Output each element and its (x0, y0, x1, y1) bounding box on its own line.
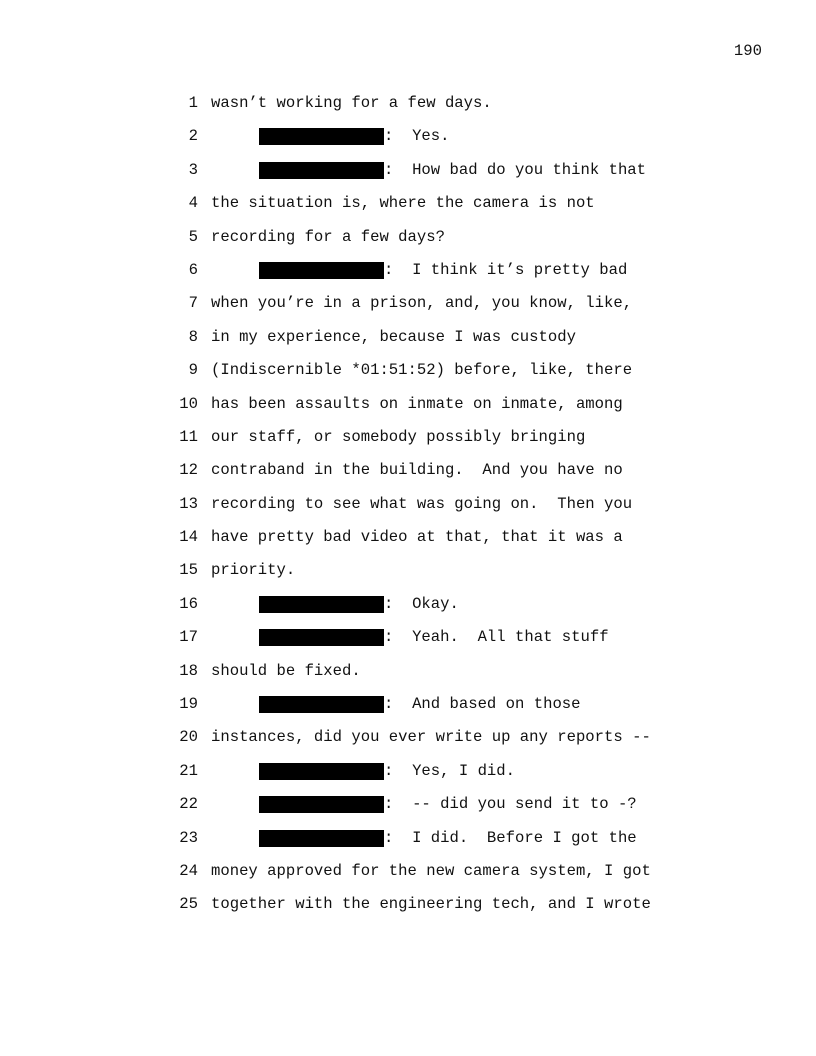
line-number: 19 (179, 695, 198, 714)
line-text: our staff, or somebody possibly bringing (211, 427, 586, 446)
line-text: should be fixed. (211, 661, 361, 680)
transcript-line (0, 693, 816, 726)
line-number: 4 (188, 194, 198, 213)
transcript-line (0, 493, 816, 526)
line-number: 25 (179, 895, 198, 914)
line-text: contraband in the building. And you have no (211, 461, 623, 480)
transcript-line (0, 292, 816, 325)
transcript-line (0, 760, 816, 793)
line-text: (Indiscernible *01:51:52) before, like, there (211, 361, 633, 380)
line-text: : Okay. (384, 594, 459, 613)
redacted-speaker-name (259, 796, 384, 813)
line-number: 15 (179, 561, 198, 580)
line-text: recording for a few days? (211, 227, 445, 246)
redacted-speaker-name (259, 629, 384, 646)
page-number: 190 (733, 42, 762, 60)
transcript-line (0, 359, 816, 392)
line-number: 9 (188, 361, 198, 380)
transcript-line (0, 526, 816, 559)
transcript-line (0, 159, 816, 192)
transcript-line (0, 793, 816, 826)
line-text: : And based on those (384, 695, 581, 714)
line-text: has been assaults on inmate on inmate, among (211, 394, 623, 413)
transcript-line (0, 559, 816, 592)
line-text: recording to see what was going on. Then you (211, 494, 633, 513)
transcript-line (0, 259, 816, 292)
line-text: : -- did you send it to -? (384, 795, 637, 814)
transcript-line (0, 860, 816, 893)
line-number: 22 (179, 795, 198, 814)
transcript-line (0, 660, 816, 693)
redacted-speaker-name (259, 128, 384, 145)
line-text: : Yeah. All that stuff (384, 628, 609, 647)
line-number: 18 (179, 661, 198, 680)
transcript-line (0, 827, 816, 860)
line-text: when you’re in a prison, and, you know, like, (211, 294, 633, 313)
line-text: wasn’t working for a few days. (211, 94, 492, 112)
line-number: 23 (179, 828, 198, 847)
line-text: : Yes. (384, 127, 450, 146)
line-number: 14 (179, 528, 198, 547)
transcript-line (0, 226, 816, 259)
redacted-speaker-name (259, 696, 384, 713)
line-number: 13 (179, 494, 198, 513)
line-number: 3 (188, 160, 198, 179)
line-number: 6 (188, 260, 198, 279)
transcript-line (0, 192, 816, 225)
line-number: 2 (188, 127, 198, 146)
line-number: 20 (179, 728, 198, 747)
line-number: 21 (179, 761, 198, 780)
line-text: : I did. Before I got the (384, 828, 637, 847)
transcript-line (0, 92, 816, 125)
transcript-line (0, 393, 816, 426)
line-text: instances, did you ever write up any reports -- (211, 728, 651, 747)
transcript-line (0, 326, 816, 359)
line-number: 24 (179, 861, 198, 880)
line-text: in my experience, because I was custody (211, 327, 576, 346)
transcript-line (0, 893, 816, 926)
transcript-line (0, 426, 816, 459)
line-number: 11 (179, 427, 198, 446)
line-text: : How bad do you think that (384, 160, 647, 179)
line-number: 1 (188, 94, 198, 112)
line-text: have pretty bad video at that, that it was a (211, 528, 623, 547)
transcript-line (0, 125, 816, 158)
redacted-speaker-name (259, 596, 384, 613)
line-text: the situation is, where the camera is not (211, 194, 595, 213)
line-text: : I think it’s pretty bad (384, 260, 628, 279)
transcript-line (0, 459, 816, 492)
transcript-line (0, 593, 816, 626)
line-number: 7 (188, 294, 198, 313)
redacted-speaker-name (259, 763, 384, 780)
line-text: together with the engineering tech, and I wrote (211, 895, 651, 914)
transcript-body (0, 92, 816, 927)
line-text: priority. (211, 561, 296, 580)
line-number: 5 (188, 227, 198, 246)
line-number: 16 (179, 594, 198, 613)
transcript-line (0, 726, 816, 759)
redacted-speaker-name (259, 262, 384, 279)
line-number: 8 (188, 327, 198, 346)
transcript-line (0, 626, 816, 659)
redacted-speaker-name (259, 830, 384, 847)
line-text: : Yes, I did. (384, 761, 516, 780)
line-number: 12 (179, 461, 198, 480)
redacted-speaker-name (259, 162, 384, 179)
line-text: money approved for the new camera system, I got (211, 861, 651, 880)
line-number: 17 (179, 628, 198, 647)
line-number: 10 (179, 394, 198, 413)
